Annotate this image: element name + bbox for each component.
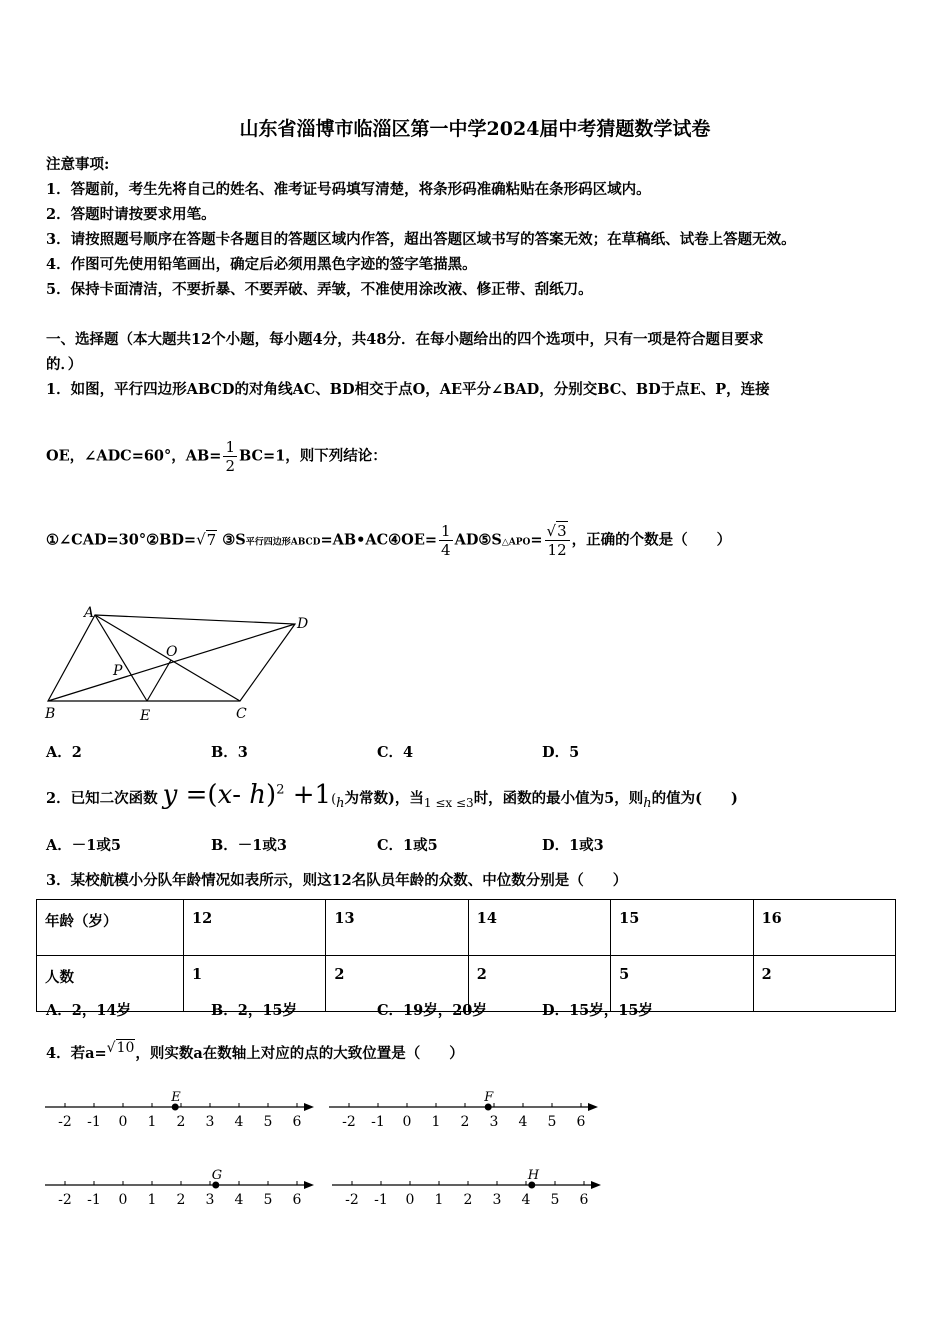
q2-stem-d: 的值为( ) [651, 790, 738, 807]
point-label: H [527, 1168, 540, 1183]
tick-label: -2 [342, 1114, 356, 1130]
tick-label: -2 [345, 1192, 359, 1208]
axis-arrow [588, 1103, 598, 1111]
q4-number-line-h[interactable] [327, 1163, 607, 1213]
q1-option-b[interactable]: B．3 [211, 744, 248, 761]
notice-item-5: 5．保持卡面清洁，不要折暴、不要弄破、弄皱，不准使用涂改液、修正带、刮纸刀。 [46, 281, 593, 298]
tick-label: 2 [176, 1192, 186, 1208]
tick-label: 1 [147, 1114, 157, 1130]
tick-label: -1 [374, 1192, 388, 1208]
q4-number-line-f[interactable] [324, 1085, 604, 1135]
section-heading-line1: 一、选择题（本大题共12个小题，每小题4分，共48分．在每小题给出的四个选项中，只有一项是符合题目要求 [46, 331, 764, 348]
q1-fraction-sqrt3-12 [545, 522, 570, 559]
tick-label: 5 [547, 1114, 557, 1130]
table-cell: 16 [753, 900, 895, 956]
table-cell: 12 [184, 900, 326, 956]
q2-h-var2: h [643, 795, 652, 811]
q2-option-d[interactable]: D．1或3 [542, 837, 604, 854]
tick-label: 6 [292, 1114, 302, 1130]
q1-frac-num: 1 [225, 438, 235, 456]
tick-label: 0 [402, 1114, 412, 1130]
q1-f2-den: 4 [441, 541, 451, 559]
label-o: O [166, 644, 178, 660]
q1-frac-den: 2 [225, 457, 235, 475]
section-heading-line2: 的．） [46, 356, 83, 373]
q2-paren: ( [331, 792, 337, 807]
q2-formula [163, 780, 331, 810]
q1-sqrt7: √7 [196, 530, 217, 549]
tick-label: 0 [118, 1192, 128, 1208]
q1-fraction-half [223, 438, 237, 475]
q3-option-a[interactable]: A．2，14岁 [46, 1002, 132, 1019]
tick-label: 3 [492, 1192, 502, 1208]
q2-option-c[interactable]: C．1或5 [377, 837, 438, 854]
q2-option-b[interactable]: B．－1或3 [211, 837, 287, 854]
q1-c3b: =AB•AC④OE= [320, 531, 438, 549]
q1-f3-rad: 3 [557, 522, 567, 540]
table-cell: 1 [184, 956, 326, 1012]
page-title: 山东省淄博市临淄区第一中学2024届中考猜题数学试卷 [239, 118, 711, 140]
q2-f-plus: +1 [292, 780, 332, 810]
table-cell: 人数 [37, 956, 184, 1012]
table-cell: 14 [468, 900, 610, 956]
label-e: E [140, 708, 151, 724]
q2-option-a[interactable]: A．－1或5 [46, 837, 121, 854]
point-label: F [484, 1090, 494, 1105]
q1-option-a[interactable]: A．2 [46, 744, 82, 761]
q1-option-d[interactable]: D．5 [542, 744, 580, 761]
q4-number-line-g[interactable] [40, 1163, 320, 1213]
tick-label: 6 [576, 1114, 586, 1130]
tick-label: 3 [489, 1114, 499, 1130]
q2-f-h: h [249, 780, 267, 810]
tick-label: 5 [263, 1192, 273, 1208]
q2-h-var: h [336, 795, 345, 811]
q4-stem-b: ，则实数a在数轴上对应的点的大致位置是（ ） [135, 1044, 464, 1062]
table-row [37, 900, 896, 956]
q3-option-b[interactable]: B．2，15岁 [211, 1002, 298, 1019]
tick-label: 4 [521, 1192, 531, 1208]
q1-c1: ①∠CAD=30°②BD= [46, 531, 197, 549]
q2-f-y: y [162, 780, 178, 810]
q2-stem-b: 为常数)，当 [344, 790, 424, 807]
tick-label: 3 [205, 1192, 215, 1208]
notice-heading: 注意事项: [46, 156, 110, 173]
q4-number-line-e[interactable] [40, 1085, 320, 1135]
axis-arrow [304, 1181, 314, 1189]
diagonal-bd [48, 624, 295, 701]
tick-label: 4 [518, 1114, 528, 1130]
table-cell: 2 [753, 956, 895, 1012]
q4-stem [46, 1040, 464, 1063]
tick-label: 6 [292, 1192, 302, 1208]
q2-f-eq: =( [185, 780, 218, 810]
q2-f-exp: 2 [276, 782, 285, 798]
q2-f-x: x [217, 780, 233, 810]
label-a: A [84, 605, 95, 621]
tick-label: 2 [460, 1114, 470, 1130]
tick-label: -1 [87, 1192, 101, 1208]
table-cell: 2 [326, 956, 468, 1012]
q1-c5b: = [530, 531, 543, 549]
notice-item-1: 1．答题前，考生先将自己的姓名、准考证号码填写清楚，将条形码准确粘贴在条形码区域内。 [46, 181, 651, 198]
q1-c3a: ③S [222, 531, 246, 549]
q2-stem [46, 780, 738, 811]
tick-label: 1 [147, 1192, 157, 1208]
q1-option-c[interactable]: C．4 [377, 744, 414, 761]
table-cell: 年龄（岁） [37, 900, 184, 956]
tick-label: 4 [234, 1192, 244, 1208]
tick-label: -2 [58, 1114, 72, 1130]
axis-arrow [304, 1103, 314, 1111]
q3-option-d[interactable]: D．15岁，15岁 [542, 1002, 653, 1019]
point-label: G [211, 1168, 223, 1183]
notice-item-3: 3．请按照题号顺序在答题卡各题目的答题区域内作答，超出答题区域书写的答案无效；在草稿纸、试卷上答题无效。 [46, 231, 796, 248]
tick-label: 4 [234, 1114, 244, 1130]
label-d: D [297, 616, 309, 632]
tick-label: -1 [371, 1114, 385, 1130]
q1-f3-den: 12 [547, 541, 567, 559]
q1-c5a: AD⑤S [454, 531, 502, 549]
tick-label: 5 [263, 1114, 273, 1130]
table-cell: 5 [611, 956, 753, 1012]
q1-conclusions [46, 522, 731, 559]
q3-option-c[interactable]: C．19岁，20岁 [377, 1002, 487, 1019]
tick-label: 2 [463, 1192, 473, 1208]
tick-label: -1 [87, 1114, 101, 1130]
tick-label: 1 [434, 1192, 444, 1208]
axis-arrow [591, 1181, 601, 1189]
segment-ae [95, 615, 147, 701]
q3-stem: 3．某校航模小分队年龄情况如表所示，则这12名队员年龄的众数、中位数分别是（ ） [46, 872, 628, 889]
q4-sqrt10-rad: 10 [116, 1040, 135, 1056]
q2-stem-c: 时，函数的最小值为5，则 [473, 790, 644, 807]
q1-stem-line1: 1．如图，平行四边形ABCD的对角线AC、BD相交于点O，AE平分∠BAD，分别交BC、BD于点E、P，连接 [46, 381, 770, 398]
table-cell: 2 [468, 956, 610, 1012]
label-c: C [236, 706, 247, 722]
tick-label: 0 [118, 1114, 128, 1130]
label-p: P [113, 663, 123, 679]
q2-stem-a: 2．已知二次函数 [46, 790, 158, 807]
q1-c3-sub: 平行四边形ABCD [245, 537, 321, 548]
tick-label: 5 [550, 1192, 560, 1208]
q1-fraction-quarter [439, 522, 453, 559]
q1-c5-sub: △APO [501, 537, 531, 548]
tick-label: 3 [205, 1114, 215, 1130]
q4-sqrt10: √10 [106, 1040, 135, 1056]
table-cell: 13 [326, 900, 468, 956]
q2-range: 1 ≤x ≤3 [423, 795, 474, 810]
point-label: E [171, 1090, 181, 1105]
tick-label: -2 [58, 1192, 72, 1208]
tick-label: 0 [405, 1192, 415, 1208]
q4-stem-a: 4．若a= [46, 1044, 107, 1062]
q1-stem2-b: BC=1，则下列结论： [238, 447, 387, 465]
notice-item-2: 2．答题时请按要求用笔。 [46, 206, 216, 223]
q1-parallelogram-figure [40, 600, 320, 730]
q1-stem2-a: OE，∠ADC=60°，AB= [46, 447, 222, 465]
label-b: B [45, 706, 56, 722]
table-cell: 15 [611, 900, 753, 956]
tick-label: 1 [431, 1114, 441, 1130]
q1-f3-num: √3 [545, 522, 570, 541]
q1-sqrt7-rad: 7 [206, 530, 217, 549]
q3-age-table [36, 899, 896, 1012]
q2-f-close: ) [266, 780, 277, 810]
notice-item-4: 4．作图可先使用铅笔画出，确定后必须用黑色字迹的签字笔描黑。 [46, 256, 477, 273]
tick-label: 2 [176, 1114, 186, 1130]
q1-tail: ，正确的个数是（ ） [571, 531, 732, 549]
q1-f2-num: 1 [441, 522, 451, 540]
q2-f-minus: - [232, 780, 242, 810]
q1-stem-line2 [46, 438, 387, 475]
tick-label: 6 [579, 1192, 589, 1208]
